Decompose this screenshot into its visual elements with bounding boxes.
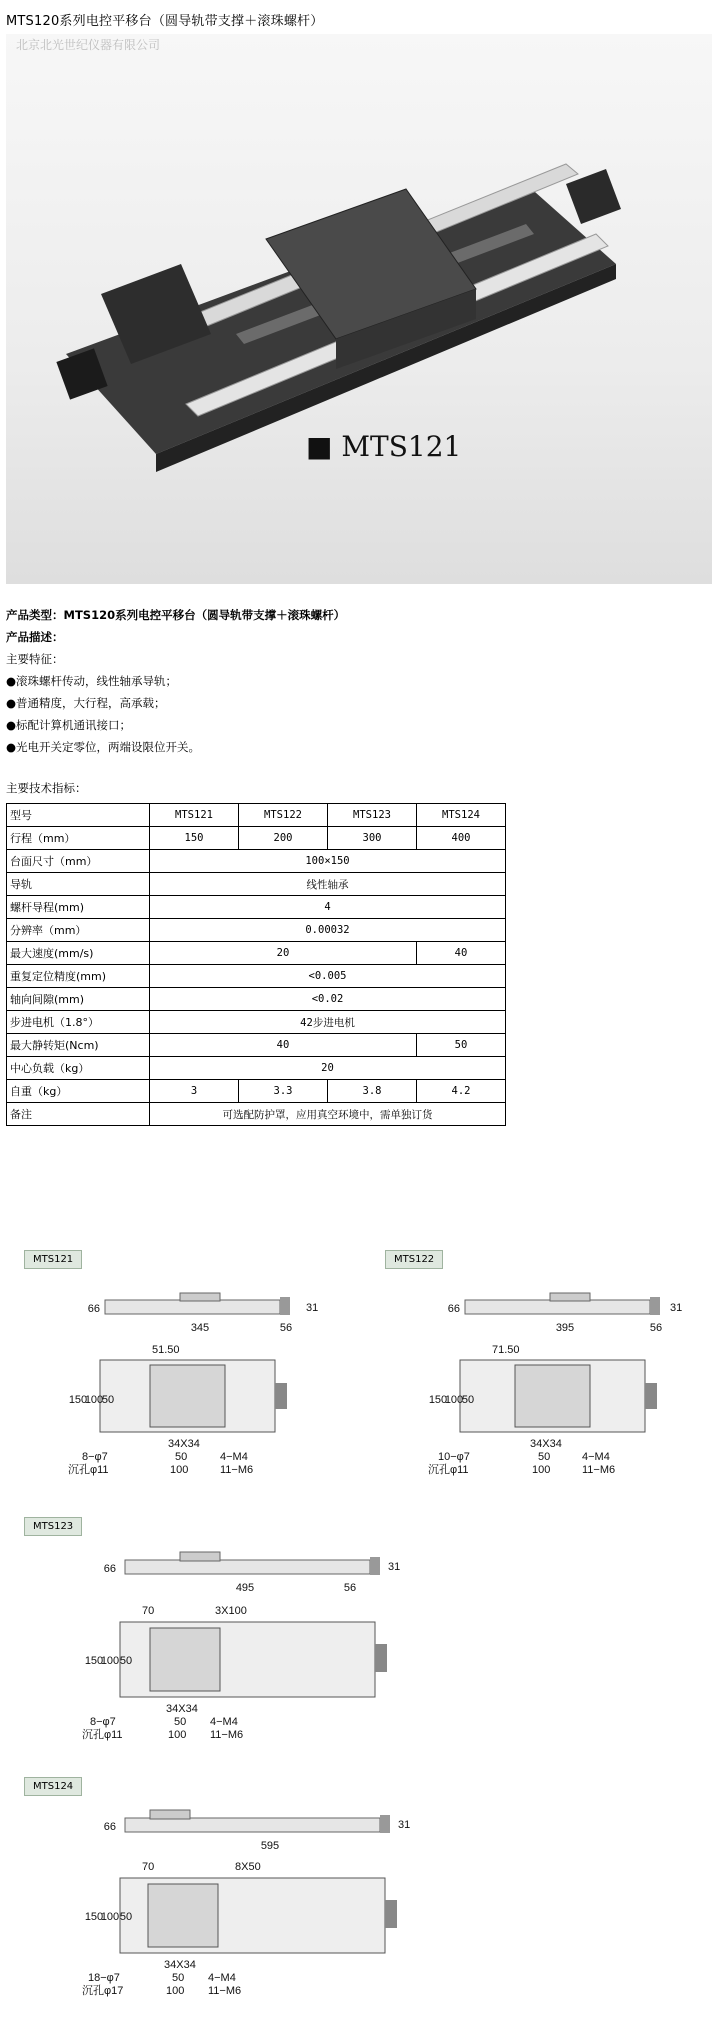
table-row <box>7 1034 506 1057</box>
thread-m6: 11−M6 <box>208 1985 242 1997</box>
dim-height: 66 <box>447 1303 460 1315</box>
table-cell: 3 <box>150 1080 239 1103</box>
dim-50: 50 <box>174 1716 187 1728</box>
feature-item: ●标配计算机通讯接口； <box>6 718 132 732</box>
table-cell: 42步进电机 <box>150 1011 506 1034</box>
watermark: 北京北光世纪仪器有限公司 <box>16 38 161 52</box>
table-cell: 4 <box>150 896 506 919</box>
row-label: 重复定位精度(mm) <box>7 965 150 988</box>
thread-m6: 11−M6 <box>220 1464 254 1476</box>
desc-label: 产品描述： <box>6 630 64 644</box>
photo-label: ■ MTS121 <box>306 430 462 463</box>
dim-100: 100 <box>166 1985 185 1997</box>
dim-width-3: 50 <box>101 1394 115 1406</box>
table-cell: 400 <box>417 827 506 850</box>
row-label: 行程（mm） <box>7 827 150 850</box>
row-label: 分辨率（mm） <box>7 919 150 942</box>
type-line <box>6 604 345 626</box>
counterbore: 沉孔φ11 <box>68 1464 109 1476</box>
feature-item: ●滚珠螺杆传动，线性轴承导轨； <box>6 674 178 688</box>
dim-width-3: 50 <box>119 1911 133 1923</box>
table-cell: 100×150 <box>150 850 506 873</box>
dim-side: 31 <box>670 1302 683 1314</box>
table-cell: 200 <box>239 827 328 850</box>
dim-pitch: 34X34 <box>530 1438 562 1450</box>
counterbore: 沉孔φ11 <box>428 1464 469 1476</box>
row-label: 备注 <box>7 1103 150 1126</box>
page-title: MTS120系列电控平移台（圆导轨带支撑＋滚珠螺杆） <box>6 14 324 29</box>
drawing-mts123 <box>80 1542 410 1772</box>
table-cell: 20 <box>150 942 417 965</box>
table-row <box>7 1011 506 1034</box>
dim-width-2: 100 <box>100 1911 120 1923</box>
dim-length: 395 <box>555 1322 575 1334</box>
dim-top: 51.50 <box>152 1344 180 1356</box>
table-cell: 3.3 <box>239 1080 328 1103</box>
counterbore: 沉孔φ17 <box>82 1985 124 1997</box>
specs-caption: 主要技术指标： <box>6 781 87 795</box>
stage-illustration <box>6 34 712 584</box>
table-cell: <0.005 <box>150 965 506 988</box>
dim-top-b: 8X50 <box>235 1861 261 1873</box>
dim-height: 66 <box>87 1303 100 1315</box>
table-row <box>7 988 506 1011</box>
table-cell: MTS122 <box>239 804 328 827</box>
dim-pitch: 34X34 <box>166 1703 198 1715</box>
dim-top-a: 70 <box>142 1861 155 1873</box>
thread-m4: 4−M4 <box>582 1451 610 1463</box>
table-row <box>7 873 506 896</box>
table-cell: 20 <box>150 1057 506 1080</box>
drawing-tag-mts121: MTS121 <box>24 1250 82 1269</box>
dim-100: 100 <box>170 1464 189 1476</box>
table-cell: MTS121 <box>150 804 239 827</box>
type-label: 产品类型： <box>6 608 64 622</box>
table-row <box>7 919 506 942</box>
table-cell: 300 <box>328 827 417 850</box>
dim-side: 31 <box>398 1819 411 1831</box>
dim-pitch: 34X34 <box>168 1438 200 1450</box>
dim-50: 50 <box>172 1972 185 1984</box>
table-row <box>7 1057 506 1080</box>
counterbore: 沉孔φ11 <box>82 1729 123 1741</box>
features-title: 主要特征： <box>6 652 64 666</box>
table-row <box>7 1080 506 1103</box>
thread-m4: 4−M4 <box>210 1716 238 1728</box>
dim-width-2: 100 <box>84 1394 104 1406</box>
table-row <box>7 965 506 988</box>
dim-50: 50 <box>175 1451 188 1463</box>
table-row <box>7 1103 506 1126</box>
row-label: 螺杆导程(mm) <box>7 896 150 919</box>
table-cell: 50 <box>417 1034 506 1057</box>
hole-count: 8−φ7 <box>90 1716 116 1728</box>
drawing-tag-mts123: MTS123 <box>24 1517 82 1536</box>
hole-count: 10−φ7 <box>438 1451 470 1463</box>
table-cell: MTS123 <box>328 804 417 827</box>
table-cell: 可选配防护罩，应用真空环境中，需单独订货 <box>150 1103 506 1126</box>
dim-width: 150 <box>68 1394 88 1406</box>
table-cell: 0.00032 <box>150 919 506 942</box>
table-row <box>7 804 506 827</box>
drawing-tag-mts124: MTS124 <box>24 1777 82 1796</box>
dim-side: 31 <box>306 1302 319 1314</box>
dim-top-b: 3X100 <box>215 1605 247 1617</box>
row-label: 中心负载（kg） <box>7 1057 150 1080</box>
dim-end: 56 <box>343 1582 357 1594</box>
row-label: 步进电机（1.8°） <box>7 1011 150 1034</box>
dim-width-2: 100 <box>444 1394 464 1406</box>
table-cell: 40 <box>150 1034 417 1057</box>
dim-pitch: 34X34 <box>164 1959 196 1971</box>
dim-length: 495 <box>235 1582 255 1594</box>
drawing-mts124 <box>80 1800 420 2015</box>
dim-length: 345 <box>190 1322 210 1334</box>
dim-end: 56 <box>279 1322 293 1334</box>
dim-top: 71.50 <box>492 1344 520 1356</box>
product-photo <box>6 34 712 584</box>
dim-top-a: 70 <box>142 1605 155 1617</box>
table-cell: <0.02 <box>150 988 506 1011</box>
thread-m6: 11−M6 <box>582 1464 616 1476</box>
product-info <box>6 604 345 758</box>
dim-side: 31 <box>388 1561 401 1573</box>
feature-item: ●普通精度，大行程，高承载； <box>6 696 166 710</box>
dim-width-3: 50 <box>461 1394 475 1406</box>
hole-count: 8−φ7 <box>82 1451 108 1463</box>
table-row <box>7 850 506 873</box>
dim-width: 150 <box>428 1394 448 1406</box>
table-cell: 40 <box>417 942 506 965</box>
type-value: MTS120系列电控平移台（圆导轨带支撑＋滚珠螺杆） <box>63 608 346 622</box>
row-label: 台面尺寸（mm） <box>7 850 150 873</box>
dim-50: 50 <box>538 1451 551 1463</box>
dim-width-3: 50 <box>119 1655 133 1667</box>
dim-height: 66 <box>103 1821 116 1833</box>
row-label: 最大速度(mm/s) <box>7 942 150 965</box>
specs-table <box>6 803 506 1126</box>
table-cell: 3.8 <box>328 1080 417 1103</box>
dim-width: 150 <box>84 1911 104 1923</box>
hole-count: 18−φ7 <box>88 1972 120 1984</box>
row-label: 自重（kg） <box>7 1080 150 1103</box>
row-label: 轴向间隙(mm) <box>7 988 150 1011</box>
dim-end: 56 <box>649 1322 663 1334</box>
thread-m6: 11−M6 <box>210 1729 244 1741</box>
table-row <box>7 827 506 850</box>
dim-width: 150 <box>84 1655 104 1667</box>
table-row <box>7 896 506 919</box>
table-cell: 4.2 <box>417 1080 506 1103</box>
dim-width-2: 100 <box>100 1655 120 1667</box>
row-label: 导轨 <box>7 873 150 896</box>
dim-100: 100 <box>168 1729 187 1741</box>
table-cell: 150 <box>150 827 239 850</box>
dim-100: 100 <box>532 1464 551 1476</box>
table-row <box>7 942 506 965</box>
row-label: 最大静转矩(Ncm) <box>7 1034 150 1057</box>
dim-height: 66 <box>103 1563 116 1575</box>
feature-item: ●光电开关定零位，两端设限位开关。 <box>6 740 201 754</box>
drawing-tag-mts122: MTS122 <box>385 1250 443 1269</box>
dim-length: 595 <box>260 1840 280 1852</box>
table-cell: 线性轴承 <box>150 873 506 896</box>
thread-m4: 4−M4 <box>220 1451 248 1463</box>
row-label: 型号 <box>7 804 150 827</box>
thread-m4: 4−M4 <box>208 1972 236 1984</box>
drawing-mts121 <box>60 1285 320 1515</box>
drawing-mts122 <box>420 1285 683 1515</box>
table-cell: MTS124 <box>417 804 506 827</box>
